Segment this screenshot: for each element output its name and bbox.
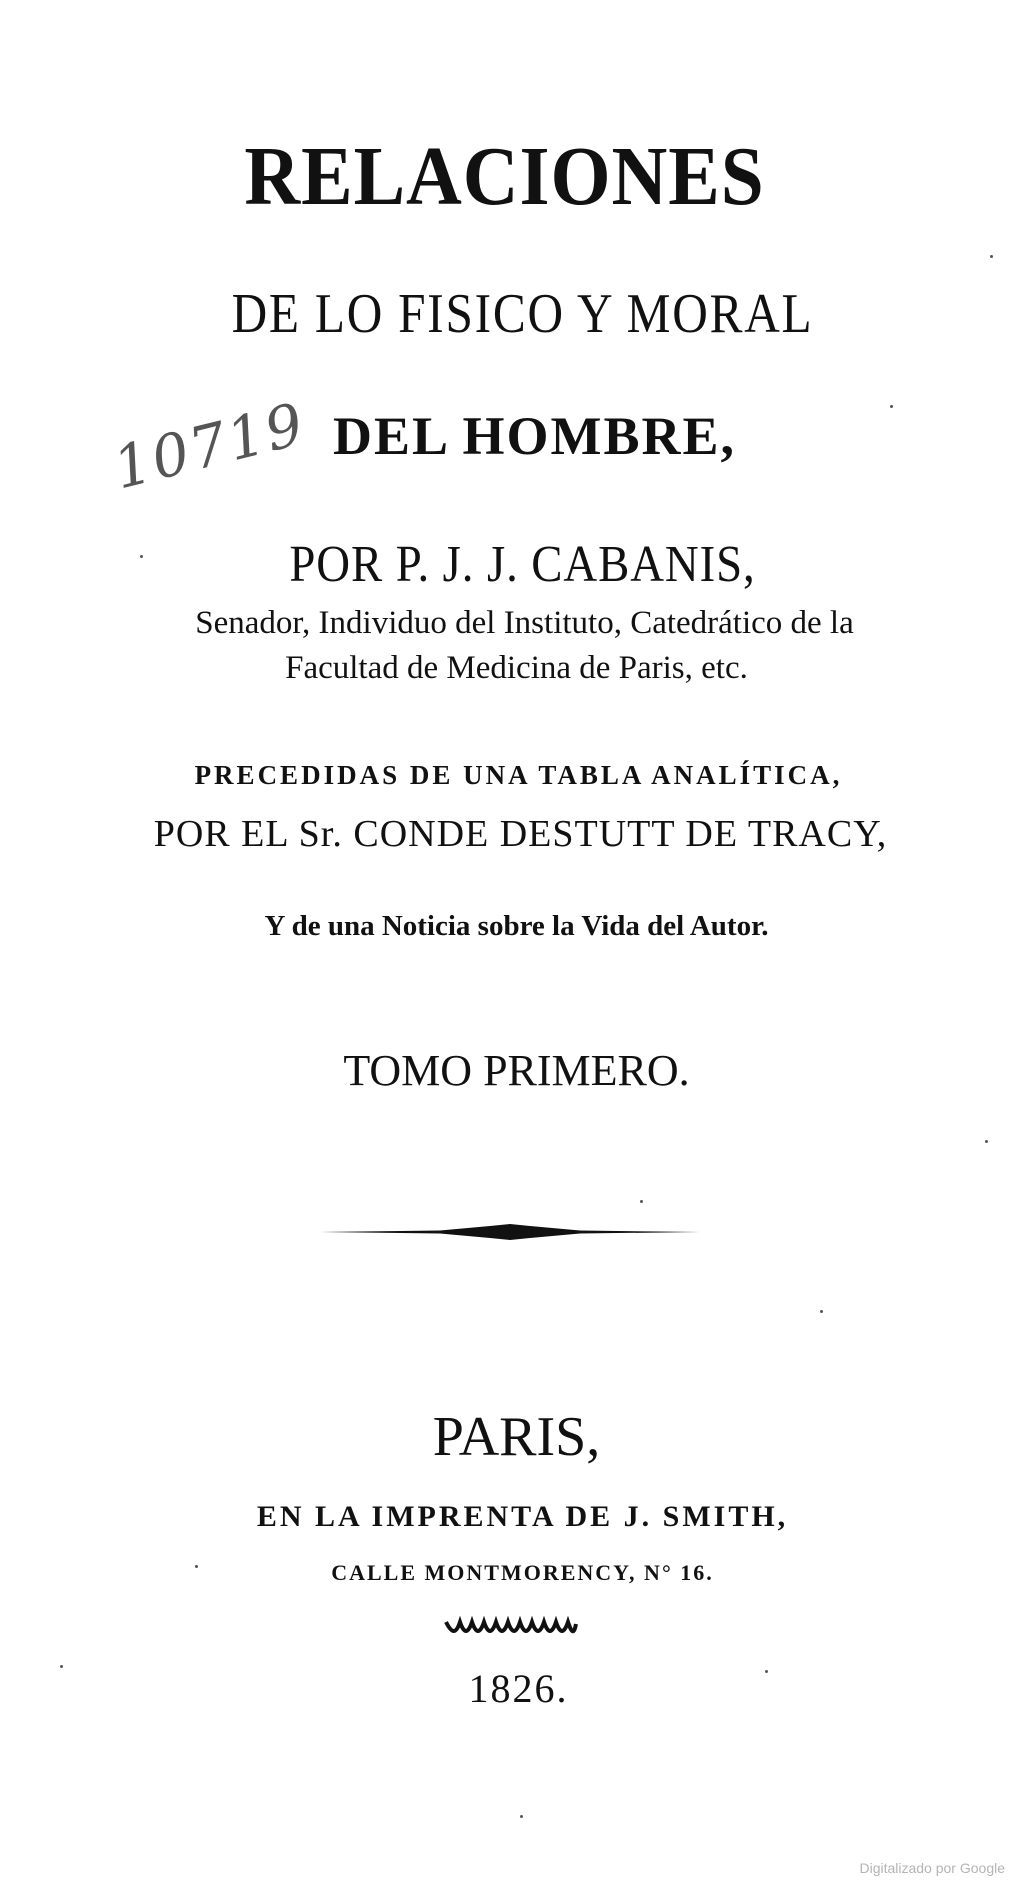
- paper-speck: [60, 1665, 63, 1668]
- paper-speck: [890, 405, 893, 408]
- imprint-city: PARIS,: [432, 1406, 601, 1468]
- paper-speck: [990, 255, 993, 258]
- preceded-by-line: PRECEDIDAS DE UNA TABLA ANALÍTICA,: [194, 760, 843, 790]
- author-line: POR P. J. J. CABANIS,: [289, 536, 756, 593]
- paper-speck: [640, 1200, 643, 1203]
- imprint-address: CALLE MONTMORENCY, N° 16.: [331, 1560, 714, 1585]
- small-ornament: [444, 1616, 578, 1636]
- paper-speck: [140, 555, 143, 558]
- volume-line: TOMO PRIMERO.: [343, 1046, 690, 1095]
- paper-speck: [195, 1565, 198, 1568]
- paper-speck: [820, 1310, 823, 1313]
- paper-speck: [520, 1815, 523, 1818]
- book-title: RELACIONES: [244, 130, 765, 223]
- imprint-printer: EN LA IMPRENTA DE J. SMITH,: [256, 1500, 789, 1533]
- paper-speck: [765, 1670, 768, 1673]
- imprint-year: 1826.: [468, 1666, 569, 1711]
- notice-line: Y de una Noticia sobre la Vida del Autor.: [264, 910, 769, 942]
- handwritten-annotation: 10719: [106, 389, 312, 503]
- author-roles-line-1: Senador, Individuo del Instituto, Catedrático de la: [195, 605, 854, 641]
- book-subtitle-line-1: DE LO FISICO Y MORAL: [231, 283, 814, 345]
- tracy-line: POR EL Sr. CONDE DESTUTT DE TRACY,: [153, 813, 888, 855]
- ornamental-rule: [320, 1220, 700, 1244]
- author-roles-line-2: Facultad de Medicina de Paris, etc.: [285, 650, 748, 686]
- paper-speck: [985, 1140, 988, 1143]
- book-subtitle-line-2: DEL HOMBRE,: [332, 406, 737, 466]
- digitization-watermark: Digitalizado por Google: [859, 1860, 1005, 1876]
